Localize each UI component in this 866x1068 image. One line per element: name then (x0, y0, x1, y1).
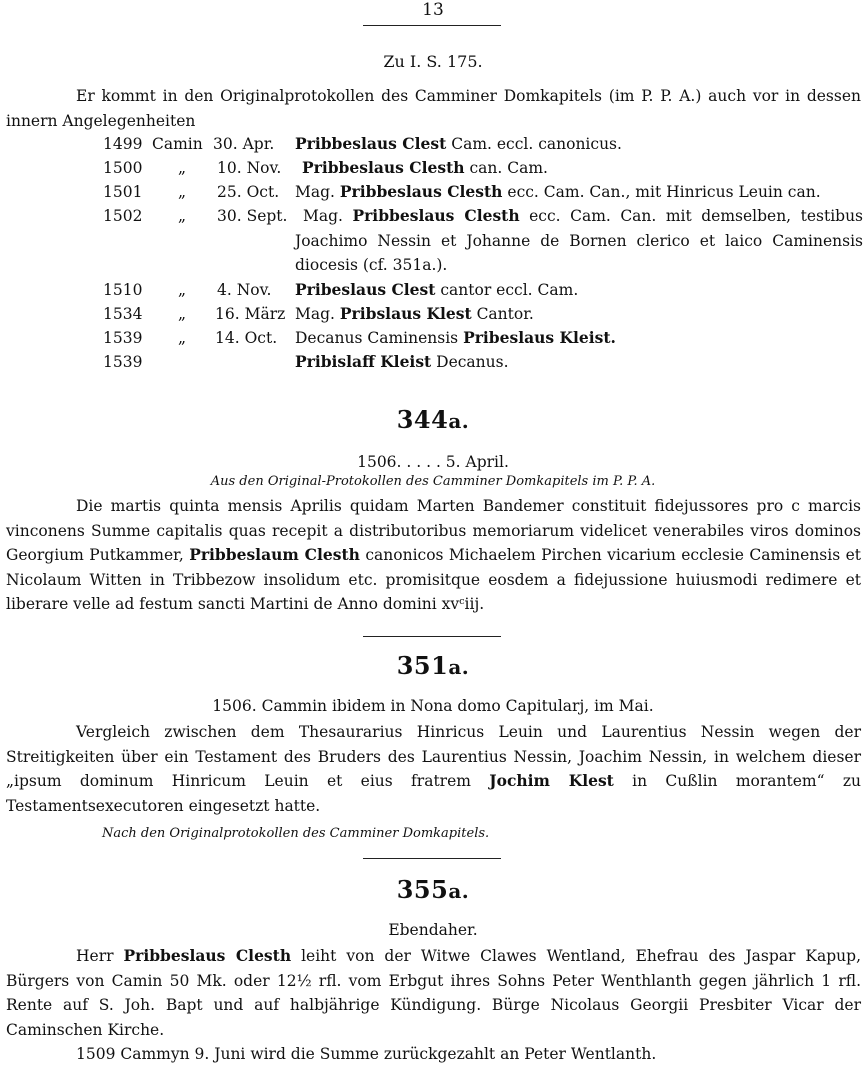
body-text (6, 494, 861, 617)
entry-year: 1539 (103, 353, 143, 371)
entry-date: 16. März (215, 305, 286, 323)
header-rule (363, 25, 501, 26)
entry-year: 1510 (103, 281, 143, 299)
closing-line: 1509 Cammyn 9. Juni wird die Summe zurückgezahlt an Peter Wentlanth. (76, 1045, 657, 1063)
entry-rest: can. Cam. (469, 159, 548, 177)
section-body (6, 944, 861, 1042)
body-name: Pribbeslaum Clesth (189, 545, 360, 564)
entry-place: „ (178, 159, 187, 177)
body-text (6, 720, 861, 818)
body-name: Pribbeslaus Clesth (123, 946, 292, 965)
section-rule (363, 636, 501, 637)
entry-year: 1539 (103, 329, 143, 347)
entry-date: 4. Nov. (217, 281, 272, 299)
body-before: Die martis quinta mensis Aprilis quidam Marten Bandemer constituit fidejussores pro c marcis vinconens Summe capitalis quas recepit a distributoribus memoriarum videlicet venerabiles viros dominos Georgium Putkammer, (6, 497, 861, 564)
entry-place: „ (178, 281, 187, 299)
entry-name: Pribbeslaus Clesth (339, 182, 503, 201)
entry-rest: ecc. Cam. Can. mit demselben, testibus Joachimo Nessin et Johanne de Bornen clerico et laico Caminensis diocesis (cf. 351a.). (295, 207, 864, 274)
section-number-351a (0, 651, 866, 682)
entry-rest: Cam. eccl. canonicus. (451, 135, 622, 153)
section-body (6, 494, 861, 617)
entry-rest: ecc. Cam. Can., mit Hinricus Leuin can. (507, 183, 821, 201)
entry-text (295, 350, 509, 375)
section-body (6, 720, 861, 818)
entry-place: Camin (152, 135, 203, 153)
entry-place: „ (178, 207, 187, 225)
entry-rest: Decanus. (436, 353, 509, 371)
body-before: Herr (76, 947, 114, 965)
entry-text (302, 156, 548, 181)
entry-date: 30. Apr. (213, 135, 275, 153)
entry-text (295, 302, 534, 327)
entry-place: „ (178, 329, 187, 347)
entry-name: Pribslaus Klest (339, 304, 472, 323)
entry-date: 25. Oct. (217, 183, 280, 201)
section-number: 351 (396, 651, 449, 680)
section-suffix: a. (448, 409, 470, 433)
entry-name: Pribislaff Kleist (295, 352, 432, 371)
entry-year: 1499 (103, 135, 143, 153)
entry-text (295, 278, 578, 303)
section-source: Ebendaher. (388, 921, 478, 939)
entry-place: „ (178, 183, 187, 201)
entry-name: Pribeslaus Kleist. (463, 328, 616, 347)
entry-year: 1502 (103, 207, 143, 225)
section-source: Nach den Originalprotokollen des Camminer Domkapitels. (102, 826, 490, 841)
entry-rest: cantor eccl. Cam. (440, 281, 579, 299)
entry-text (295, 326, 616, 351)
section-date: 1506. Cammin ibidem in Nona domo Capitularj, im Mai. (212, 697, 654, 715)
entry-text (295, 132, 622, 157)
entry-date: 30. Sept. (217, 207, 288, 225)
entry-year: 1534 (103, 305, 143, 323)
page-number: 13 (422, 0, 444, 20)
entry-name: Pribbeslaus Clest (295, 134, 447, 153)
section-date: 1506. . . . . 5. April. (357, 453, 509, 471)
section-source: Aus den Original-Protokollen des Camminer Domkapitels im P. P. A. (210, 474, 656, 489)
entry-name: Pribbeslaus Clesth (352, 206, 520, 225)
body-after: canonicos Michaelem Pirchen vicarium ecclesie Caminensis et Nicolaum Witten in Tribbezow insolidum etc. promisitque eosdem a fidejussione huiusmodi redimere et liberare velle ad festum sancti Martini de Anno domini xvᶜiij. (6, 546, 861, 613)
entry-date: 14. Oct. (215, 329, 278, 347)
body-before: Vergleich zwischen dem Thesaurarius Hinricus Leuin und Laurentius Nessin wegen der Streitigkeiten über ein Testament des Bruders des Laurentius Nessin, Joachim Nessin, in welchem dieser „ipsum dominum Hinricum Leuin et eius fratrem (6, 723, 861, 790)
entry-prefix: Mag. (295, 183, 335, 201)
section-number-344a (0, 405, 866, 436)
entry-prefix: Mag. (303, 207, 343, 225)
entry-name: Pribbeslaus Clesth (302, 158, 465, 177)
entry-date: 10. Nov. (217, 159, 282, 177)
section-number: 344 (396, 405, 449, 434)
section-number-355a (0, 875, 866, 906)
section-heading: Zu I. S. 175. (383, 52, 483, 71)
entry-prefix: Mag. (295, 305, 335, 323)
section-suffix: a. (448, 879, 470, 903)
entry-text (295, 180, 821, 205)
body-name: Jochim Klest (489, 771, 614, 790)
entry-year: 1501 (103, 183, 143, 201)
entry-name: Pribeslaus Clest (295, 280, 436, 299)
entry-prefix: Decanus Caminensis (295, 329, 459, 347)
section-suffix: a. (448, 655, 470, 679)
entry-year: 1500 (103, 159, 143, 177)
body-text (6, 944, 861, 1042)
section-intro (6, 84, 861, 133)
entry-rest: Cantor. (476, 305, 534, 323)
section-number: 355 (396, 875, 449, 904)
section-rule (363, 858, 501, 859)
body-after: in Cußlin morantem“ zu Testamentsexecutoren eingesetzt hatte. (6, 772, 861, 815)
body-after: leiht von der Witwe Clawes Wentland, Ehefrau des Jaspar Kapup, Bürgers von Camin 50 Mk. oder 12½ rfl. vom Erbgut ihres Sohns Peter Wenthlanth gegen jährlich 1 rfl. Rente auf S. Joh. Bapt und auf halbjährige Kündigung. Bürge Nicolaus Georgii Presbiter Vicar der Caminschen Kirche. (6, 947, 861, 1039)
intro-text: Er kommt in den Originalprotokollen des Camminer Domkapitels (im P. P. A.) auch vor in dessen innern Angelegenheiten (6, 87, 861, 130)
entry-text (295, 204, 863, 278)
entry-place: „ (178, 305, 187, 323)
